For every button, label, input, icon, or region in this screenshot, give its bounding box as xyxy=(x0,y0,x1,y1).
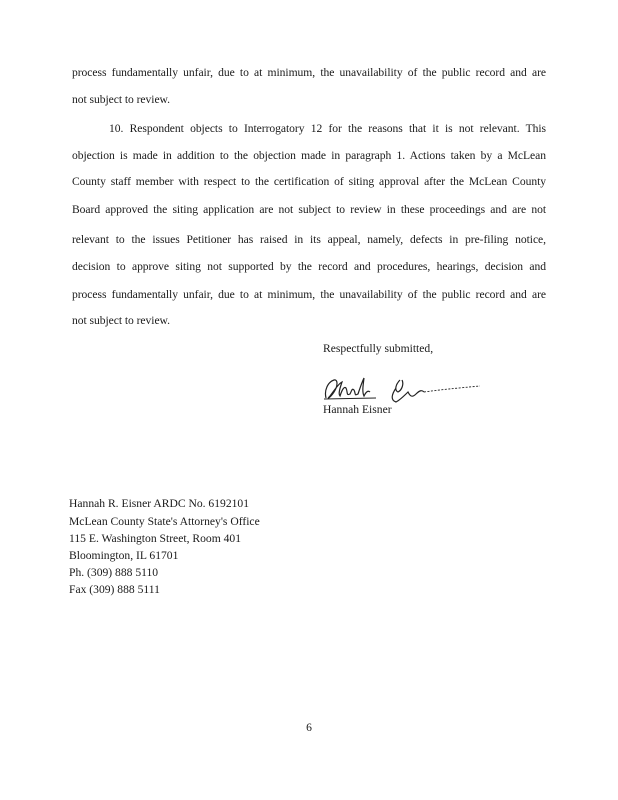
paragraph-10-line-7: process fundamentally unfair, due to at minimum, the unavailability of the public record and are xyxy=(72,288,546,301)
paragraph-10-line-6: decision to approve siting not supported by the record and procedures, hearings, decision and xyxy=(72,260,546,273)
paragraph-10-line-3: County staff member with respect to the certification of siting approval after the McLean County xyxy=(72,175,546,188)
closing-text: Respectfully submitted, xyxy=(323,342,434,355)
phone-number: Ph. (309) 888 5110 xyxy=(69,566,159,579)
handwritten-signature xyxy=(318,368,483,408)
paragraph-10-line-4: Board approved the siting application are not subject to review in these proceedings and are not xyxy=(72,203,546,216)
street-address: 115 E. Washington Street, Room 401 xyxy=(69,532,241,545)
paragraph-10-line-1: 10. Respondent objects to Interrogatory 12 for the reasons that it is not relevant. This xyxy=(109,122,546,135)
fax-number: Fax (309) 888 5111 xyxy=(69,583,160,596)
attorney-name-ardc: Hannah R. Eisner ARDC No. 6192101 xyxy=(69,497,250,510)
paragraph-10-line-8: not subject to review. xyxy=(72,314,170,327)
office-name: McLean County State's Attorney's Office xyxy=(69,515,260,528)
paragraph-continuation-line-2: not subject to review. xyxy=(72,93,170,106)
paragraph-10-line-5: relevant to the issues Petitioner has raised in its appeal, namely, defects in pre-filing notice, xyxy=(72,233,546,246)
signer-name: Hannah Eisner xyxy=(323,403,392,416)
city-state-zip: Bloomington, IL 61701 xyxy=(69,549,179,562)
paragraph-continuation-line-1: process fundamentally unfair, due to at minimum, the unavailability of the public record and are xyxy=(72,66,546,79)
page-number: 6 xyxy=(306,721,312,734)
paragraph-10-line-2: objection is made in addition to the objection made in paragraph 1. Actions taken by a McLean xyxy=(72,149,546,162)
